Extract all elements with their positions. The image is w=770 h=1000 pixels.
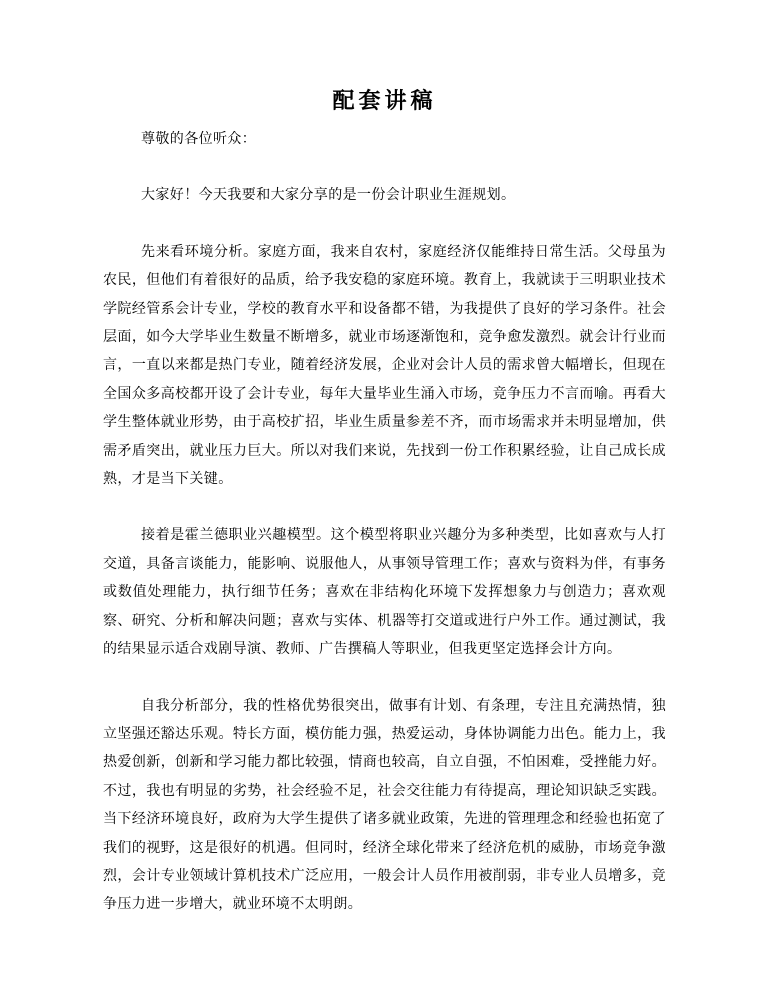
document-title: 配套讲稿: [332, 88, 437, 113]
paragraph-self-analysis: 自我分析部分，我的性格优势很突出，做事有计划、有条理，专注且充满热情，独立坚强还豁达乐观。特长方面，模仿能力强，热爱运动，身体协调能力出色。能力上，我热爱创新，创新和学习能力都比较强，情商也较高，自立自强，不怕困难，受挫能力好。不过，我也有明显的劣势，社会经验不足，社会交往能力有待提高，理论知识缺乏实践。当下经济环境良好，政府为大学生提供了诸多就业政策，先进的管理理念和经验也拓宽了我们的视野，这是很好的机遇。但同时，经济全球化带来了经济危机的威胁，市场竞争激烈，会计专业领域计算机技术广泛应用，一般会计人员作用被削弱，非专业人员增多，竞争压力进一步增大，就业环境不太明朗。: [103, 698, 666, 913]
paragraph-holland-interest-model: 接着是霍兰德职业兴趣模型。这个模型将职业兴趣分为多种类型，比如喜欢与人打交道，具备言谈能力，能影响、说服他人，从事领导管理工作；喜欢与资料为伴，有事务或数值处理能力，执行细节任务；喜欢在非结构化环境下发挥想象力与创造力；喜欢观察、研究、分析和解决问题；喜欢与实体、机器等打交道或进行户外工作。通过测试，我的结果显示适合戏剧导演、教师、广告撰稿人等职业，但我更坚定选择会计方向。: [103, 528, 666, 658]
paragraph-environment-analysis: 先来看环境分析。家庭方面，我来自农村，家庭经济仅能维持日常生活。父母虽为农民，但他们有着很好的品质，给予我安稳的家庭环境。教育上，我就读于三明职业技术学院经管系会计专业，学校的教育水平和设备都不错，为我提供了良好的学习条件。社会层面，如今大学毕业生数量不断增多，就业市场逐渐饱和，竞争愈发激烈。就会计行业而言，一直以来都是热门专业，随着经济发展，企业对会计人员的需求曾大幅增长，但现在全国众多高校都开设了会计专业，每年大量毕业生涌入市场，竞争压力不言而喻。再看大学生整体就业形势，由于高校扩招，毕业生质量参差不齐，而市场需求并未明显增加，供需矛盾突出，就业压力巨大。所以对我们来说，先找到一份工作积累经验，让自己成长成熟，才是当下关键。: [103, 244, 666, 488]
paragraph-greeting: 大家好！今天我要和大家分享的是一份会计职业生涯规划。: [141, 188, 516, 204]
salutation-line: 尊敬的各位听众：: [141, 132, 257, 147]
